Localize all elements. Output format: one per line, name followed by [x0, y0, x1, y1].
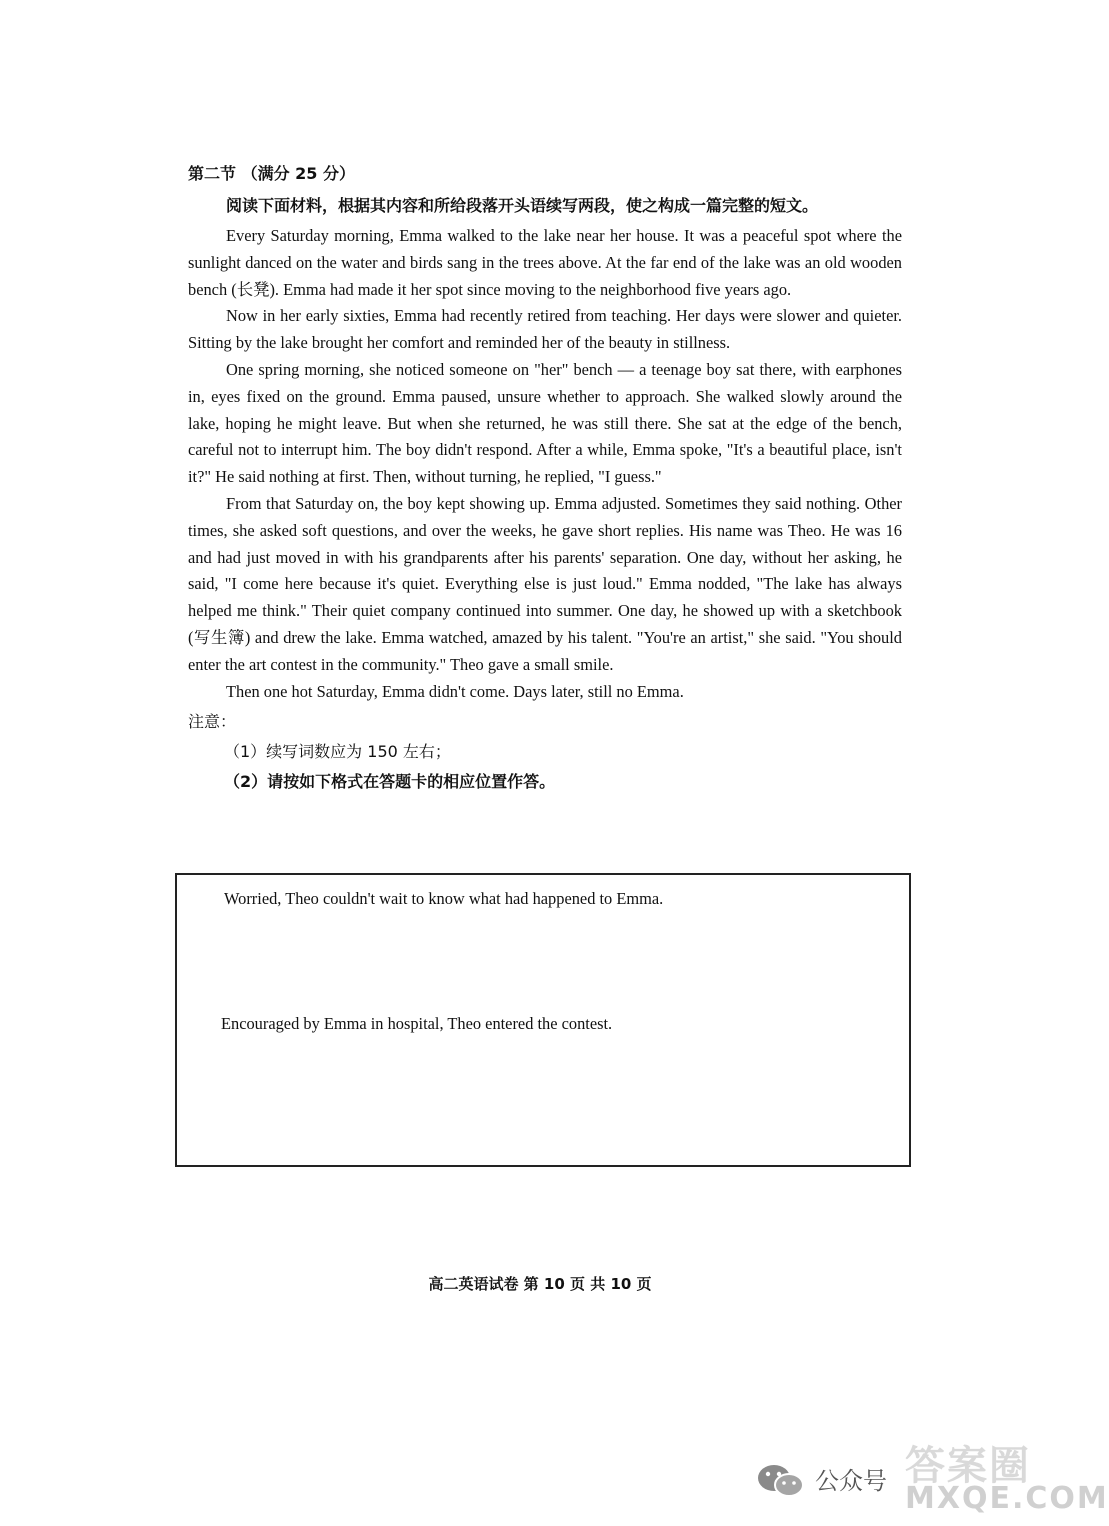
answer-box [175, 873, 911, 1167]
passage-paragraph-5: Then one hot Saturday, Emma didn't come. Days later, still no Emma. [226, 681, 684, 701]
section-title: 第二节 （满分 25 分） [188, 164, 355, 183]
question-content [188, 163, 902, 793]
notice-item-2: （2）请按如下格式在答题卡的相应位置作答。 [224, 772, 556, 792]
paragraph-opening-2: Encouraged by Emma in hospital, Theo entered the contest. [221, 1014, 613, 1033]
notice-label: 注意： [188, 712, 237, 732]
watermark-logo [905, 1443, 1109, 1516]
instruction: 阅读下面材料，根据其内容和所给段落开头语续写两段，使之构成一篇完整的短文。 [226, 196, 819, 215]
page-footer: 高二英语试卷 第 10 页 共 10 页 [428, 1275, 652, 1293]
passage-paragraph-1: Every Saturday morning, Emma walked to the lake near her house. It was a peaceful spot where the sunlight danced on the water and birds sang in the trees above. At the far end of the lake was an old wooden bench (长凳). Emma had made it her spot since moving to the neighborhood five years ago. [188, 226, 902, 299]
passage-paragraph-3: One spring morning, she noticed someone on "her" bench — a teenage boy sat there, with earphones in, eyes fixed on the ground. Emma paused, unsure whether to approach. She walked slowly around the lake, hoping he might leave. But when she returned, he was still there. She sat at the edge of the bench, careful not to interrupt him. The boy didn't respond. After a while, Emma spoke, "It's a beautiful place, isn't it?" He said nothing at first. Then, without turning, he replied, "I guess." [188, 359, 902, 487]
watermark-logo-text: 答案圈 [905, 1443, 1031, 1489]
paragraph-opening-1: Worried, Theo couldn't wait to know what had happened to Emma. [224, 889, 664, 908]
watermark-text: 公众号 [815, 1467, 887, 1495]
notice-item-1: （1）续写词数应为 150 左右； [224, 742, 451, 762]
passage-paragraph-2: Now in her early sixties, Emma had recently retired from teaching. Her days were slower and quieter. Sitting by the lake brought her comfort and reminded her of the beauty in stillness. [188, 306, 902, 353]
passage-paragraph-4: From that Saturday on, the boy kept showing up. Emma adjusted. Sometimes they said nothing. Other times, she asked soft questions, and over the weeks, he gave short replies. His name was Theo. He was 16 and had just moved in with his grandparents after his parents' separation. One day, without her asking, he said, "I come here because it's quiet. Everything else is just loud." Emma nodded, "The lake has always helped me think." Their quiet company continued into summer. One day, he showed up with a sketchbook (写生簿) and drew the lake. Emma watched, amazed by his talent. "You're an artist," she said. "You should enter the art contest in the community." Theo gave a small smile. [188, 493, 902, 674]
watermark-site: MXQE.COM [905, 1481, 1109, 1516]
watermark [755, 1443, 1109, 1516]
wechat-icon [755, 1461, 807, 1501]
